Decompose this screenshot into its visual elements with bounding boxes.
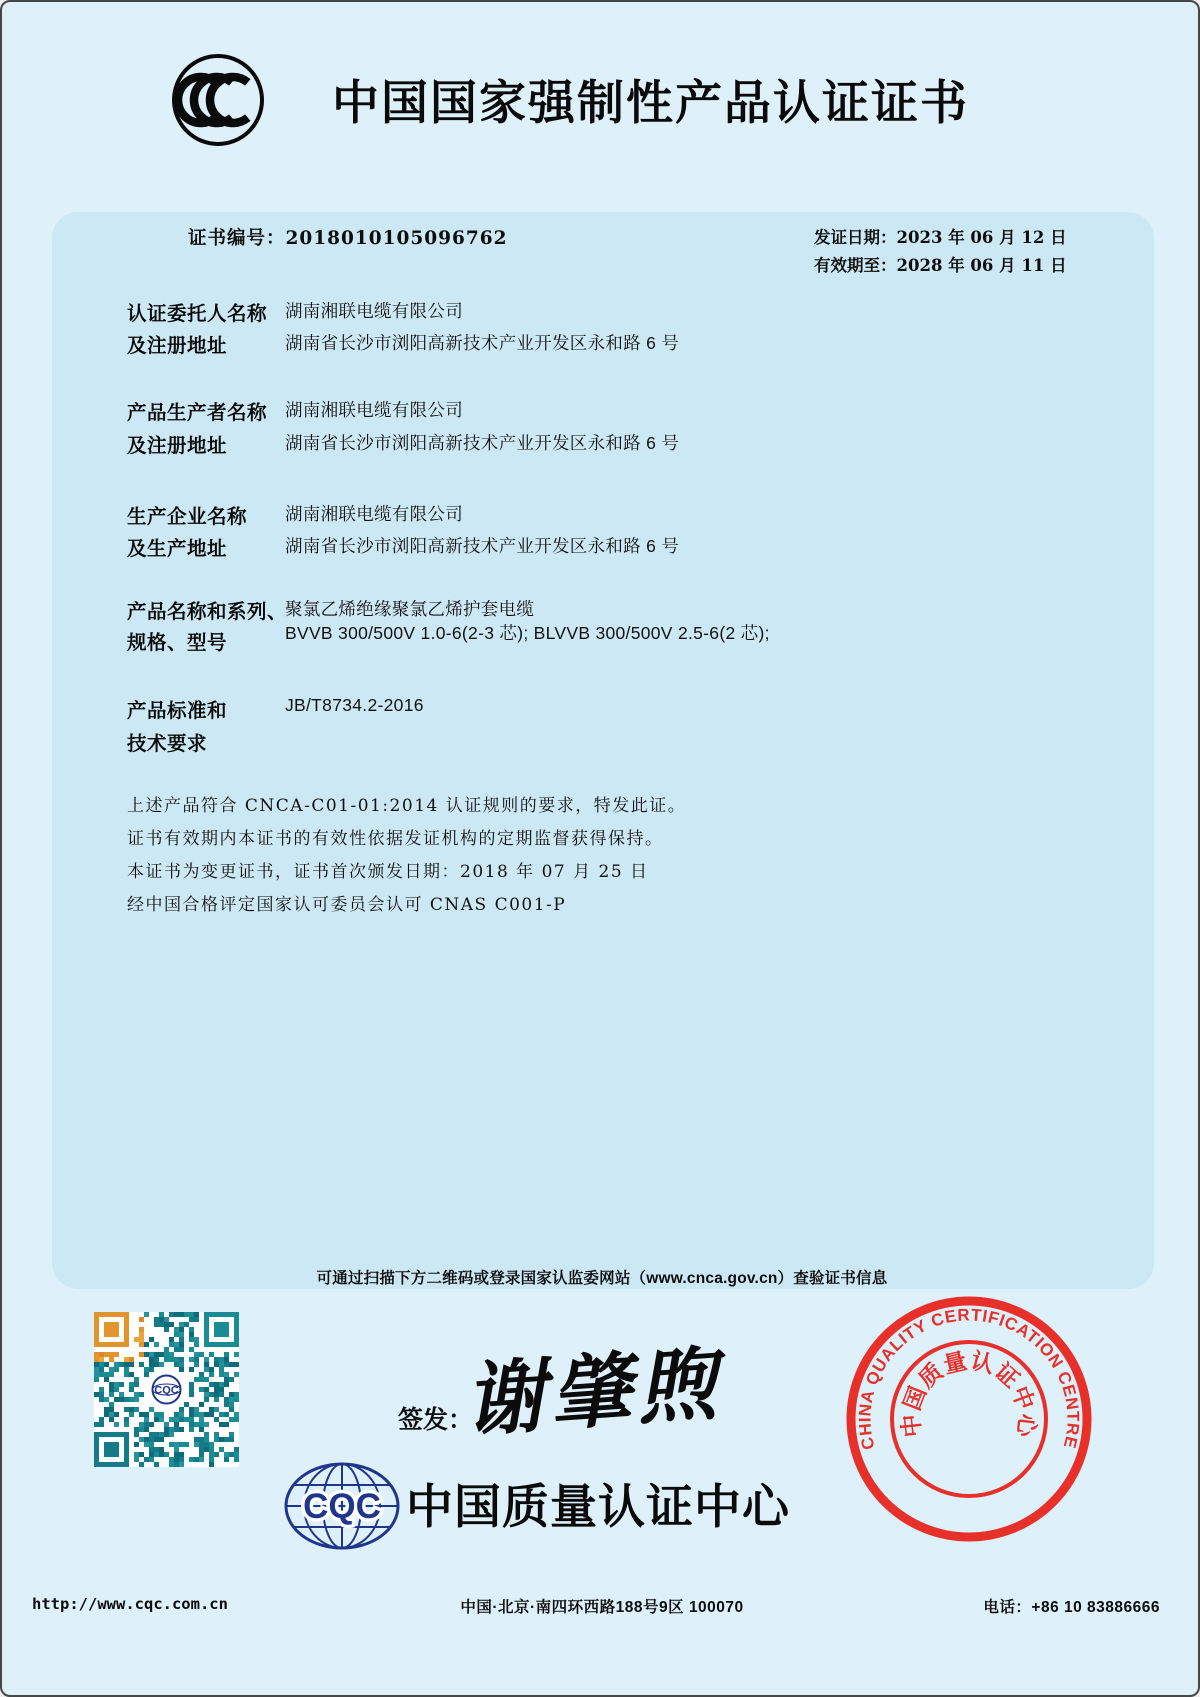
issue-date-row [814, 224, 1067, 252]
field-value: 湖南省长沙市浏阳高新技术产业开发区永和路 6 号 [285, 536, 680, 556]
certificate-number-value: 2018010105096762 [285, 228, 508, 249]
valid-until-row [814, 252, 1067, 280]
field-label: 及生产地址 [127, 538, 228, 560]
issue-date-label: 发证日期： [814, 228, 897, 247]
field-value: JB/T8734.2-2016 [285, 695, 424, 715]
cqc-red-seal [844, 1294, 1094, 1544]
valid-until-value: 2028 年 06 月 11 日 [896, 255, 1067, 275]
field-value: 湖南省长沙市浏阳高新技术产业开发区永和路 6 号 [285, 433, 680, 453]
field-label: 生产企业名称 [127, 506, 248, 528]
cqc-logo-text: CQC [303, 1487, 381, 1526]
statement-line: 经中国合格评定国家认可委员会认可 CNAS C001-P [127, 895, 567, 915]
field-value: 聚氯乙烯绝缘聚氯乙烯护套电缆 [285, 599, 535, 619]
statement-line: 上述产品符合 CNCA-C01-01:2014 认证规则的要求，特发此证。 [127, 796, 687, 816]
field-value: 湖南湘联电缆有限公司 [285, 400, 463, 420]
field-label: 及注册地址 [127, 335, 228, 357]
cqc-globe-logo-icon [282, 1460, 402, 1552]
issue-date-value: 2023 年 06 月 12 日 [896, 228, 1067, 247]
certificate-title: 中国国家强制性产品认证证书 [332, 76, 969, 129]
footer-address: 中国·北京·南四环西路188号9区 100070 [460, 1599, 744, 1616]
ccc-mark-icon [170, 52, 266, 148]
field-value: 湖南湘联电缆有限公司 [285, 301, 463, 321]
field-value: 湖南湘联电缆有限公司 [285, 504, 463, 524]
field-label: 规格、型号 [127, 632, 228, 654]
certificate-number-label: 证书编号： [188, 228, 286, 249]
field-label: 认证委托人名称 [127, 303, 268, 325]
issuer-name: 中国质量认证中心 [406, 1480, 790, 1533]
seal-outer-text: CHINA QUALITY CERTIFICATION CENTRE [855, 1305, 1083, 1452]
field-label: 产品名称和系列、 [127, 601, 288, 623]
field-value: 湖南省长沙市浏阳高新技术产业开发区永和路 6 号 [285, 333, 680, 353]
field-label: 产品标准和 [127, 700, 228, 722]
statement-line: 证书有效期内本证书的有效性依据发证机构的定期监督获得保持。 [127, 829, 664, 849]
field-label: 及注册地址 [127, 435, 228, 457]
footer-website: http://www.cqc.com.cn [32, 1595, 228, 1613]
qr-code [94, 1312, 239, 1467]
seal-inner-text: 中国质量认证中心 [897, 1347, 1041, 1440]
issuer-signature: 谢肇煦 [461, 1336, 726, 1448]
qr-verification-note: 可通过扫描下方二维码或登录国家认监委网站（www.cnca.gov.cn）查验证书信息 [316, 1270, 888, 1287]
valid-until-label: 有效期至： [814, 255, 897, 275]
certificate-dates [814, 224, 1067, 279]
statement-line: 本证书为变更证书，证书首次颁发日期：2018 年 07 月 25 日 [127, 862, 649, 882]
statements-block [127, 790, 686, 922]
footer-phone: 电话：+86 10 83886666 [983, 1599, 1160, 1616]
certificate-number [188, 224, 507, 250]
svg-text:CQC: CQC [154, 1384, 179, 1397]
field-label: 技术要求 [127, 733, 208, 755]
field-value: BVVB 300/500V 1.0-6(2-3 芯); BLVVB 300/500V 2.5-6(2 芯); [285, 623, 770, 643]
field-label: 产品生产者名称 [127, 402, 268, 424]
sign-label: 签发： [398, 1405, 474, 1434]
